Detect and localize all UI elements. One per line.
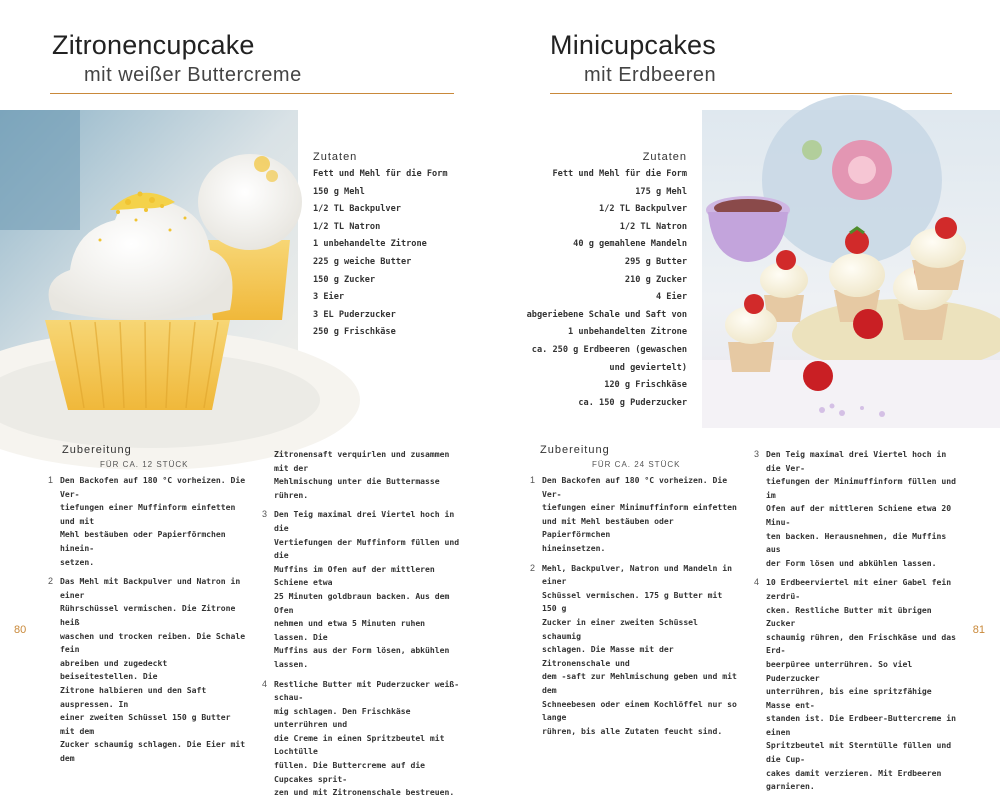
ingredients-list (313, 166, 448, 342)
ingredient-item: 210 g Zucker (624, 274, 687, 285)
step-line: Muffins aus der Form lösen, abkühlen lassen. (274, 645, 450, 669)
serving-count: FÜR CA. 12 STÜCK (100, 460, 189, 469)
step-line: und mit Mehl bestäuben oder Papierförmchen (542, 515, 674, 540)
step-line: zen und mit Zitronenschale bestreuen. (274, 787, 455, 798)
step-line: Das Mehl mit Backpulver und Natron in einer (60, 576, 241, 600)
step-number: 2 (48, 576, 54, 587)
step-number: 2 (530, 562, 536, 573)
page-number: 80 (14, 624, 27, 636)
ingredient-item: und geviertelt) (609, 362, 687, 373)
step-line: tiefungen der Minimuffinform füllen und im (766, 476, 957, 500)
ingredient-item: 3 Eier (313, 292, 345, 303)
instruction-step (754, 448, 960, 570)
recipe-subtitle: mit weißer Buttercreme (84, 64, 302, 86)
step-line: Zucker in einer zweiten Schüssel schaumig (542, 616, 698, 641)
step-line: nehmen und etwa 5 Minuten ruhen lassen. Die (274, 618, 426, 642)
instructions-column-1 (530, 474, 740, 744)
instruction-step (48, 474, 248, 569)
step-line: beerpüree unterrühren. So viel Puderzucker (766, 658, 913, 683)
step-line: dem -saft zur Mehlmischung geben und mit dem (542, 671, 737, 695)
ingredient-item: 120 g Frischkäse (604, 380, 687, 391)
step-line: Ofen auf der mittleren Schiene etwa 20 Minu- (766, 503, 952, 527)
ingredients-list (527, 166, 687, 412)
recipe-title: Minicupcakes (550, 30, 716, 60)
step-line: Den Backofen auf 180 °C vorheizen. Die Ver- (542, 475, 728, 499)
instruction-step (262, 508, 462, 671)
step-line: Schneebesen oder einem Kochlöffel nur so lange (542, 698, 737, 723)
ingredient-item: abgeriebene Schale und Saft von (526, 309, 687, 320)
ingredient-item: 295 g Butter (624, 256, 687, 267)
page-number: 81 (972, 624, 985, 636)
ingredient-item: 175 g Mehl (635, 186, 687, 197)
ingredient-item: ca. 250 g Erdbeeren (gewaschen (531, 344, 687, 355)
ingredient-item: 225 g weiche Butter (313, 256, 412, 267)
step-line: Den Backofen auf 180 °C vorheizen. Die Ver- (60, 475, 246, 499)
step-line: 25 Minuten goldbraun backen. Aus dem Ofen (274, 590, 450, 615)
recipe-subtitle: mit Erdbeeren (584, 64, 717, 86)
ingredient-item: 4 Eier (655, 292, 687, 303)
ingredient-item: Fett und Mehl für die Form (552, 169, 687, 179)
step-line: mig schlagen. Den Frischkäse unterrühren und (274, 705, 411, 730)
strawberry-minicupcakes-photo (702, 110, 1000, 428)
step-line: schlagen. Die Masse mit der Zitronenschale und (542, 644, 674, 668)
step-line: standen ist. Die Erdbeer-Buttercreme in einen (766, 713, 957, 737)
step-line: Mehl, Backpulver, Natron und Mandeln in einer (542, 562, 733, 587)
ingredient-item: 1/2 TL Natron (313, 221, 381, 232)
step-line: Mehl bestäuben oder Papierförmchen hinein- (60, 529, 226, 553)
step-line: Spritzbeutel mit Sterntülle füllen und die Cup- (766, 740, 952, 765)
instruction-step (530, 562, 740, 739)
instructions-column-2 (262, 448, 462, 806)
step-line: Muffins im Ofen auf der mittleren Schiene etwa (274, 563, 435, 588)
ingredient-item: 1 unbehandelten Zitrone (568, 327, 687, 338)
instruction-step (530, 474, 740, 556)
step-line: Den Teig maximal drei Viertel hoch in die Ver- (766, 449, 947, 473)
ingredient-item: 40 g gemahlene Mandeln (573, 239, 687, 250)
preparation-heading: Zubereitung (540, 444, 610, 456)
step-line: cakes damit verzieren. Mit Erdbeeren garnieren. (766, 767, 942, 792)
ingredient-item: 150 g Mehl (313, 186, 365, 197)
step-line: Rührschüssel vermischen. Die Zitrone heiß (60, 603, 236, 627)
step-line: schaumig rühren, den Frischkäse und das Erd- (766, 631, 957, 656)
step-line: Vertiefungen der Muffinform füllen und die (274, 536, 460, 561)
step-line: cken. Restliche Butter mit übrigen Zucker (766, 604, 932, 629)
right-page (500, 0, 1000, 792)
instruction-step (48, 575, 248, 765)
ingredient-item: 1/2 TL Natron (619, 221, 687, 232)
instructions-column-1 (48, 474, 248, 771)
ingredient-item: 3 EL Puderzucker (313, 309, 396, 320)
step-line: Schüssel vermischen. 175 g Butter mit 150 g (542, 589, 723, 614)
step-number: 3 (262, 509, 268, 520)
instruction-continuation (262, 448, 462, 502)
title-divider (50, 93, 454, 94)
lemon-cupcake-photo (0, 110, 298, 428)
step-number: 4 (754, 577, 760, 588)
instructions-column-2 (754, 448, 960, 800)
ingredient-item: 1/2 TL Backpulver (313, 204, 401, 215)
step-line: der Form lösen und abkühlen lassen. (766, 557, 937, 568)
step-line: abreiben und zugedeckt beiseitestellen. Die (60, 657, 168, 682)
step-number: 4 (262, 678, 268, 689)
step-line: Restliche Butter mit Puderzucker weiß-schau- (274, 678, 460, 703)
ingredient-item: 250 g Frischkäse (313, 327, 396, 338)
step-line: unterrühren, bis eine spritzfähige Masse ent- (766, 686, 932, 710)
step-line: einer zweiten Schüssel 150 g Butter mit dem (60, 712, 231, 736)
ingredients-heading: Zutaten (313, 151, 358, 163)
ingredient-item: 1 unbehandelte Zitrone (313, 239, 427, 250)
instruction-step (754, 576, 960, 794)
title-divider (550, 93, 952, 94)
ingredient-item: 1/2 TL Backpulver (599, 204, 687, 215)
step-number: 3 (754, 449, 760, 459)
step-line: Den Teig maximal drei Viertel hoch in die (274, 509, 455, 533)
ingredient-item: ca. 150 g Puderzucker (578, 397, 687, 408)
step-line: tiefungen einer Muffinform einfetten und mit (60, 502, 236, 526)
instruction-step (262, 678, 462, 800)
step-line: Zitrone halbieren und den Saft auspressen. In (60, 684, 207, 709)
step-line: Zucker schaumig schlagen. Die Eier mit dem (60, 739, 246, 763)
preparation-heading: Zubereitung (62, 444, 132, 456)
left-page (0, 0, 500, 798)
step-line: setzen. (60, 556, 95, 567)
step-line: tiefungen einer Minimuffinform einfetten (542, 502, 737, 513)
step-line: hineinsetzen. (542, 542, 606, 553)
recipe-title: Zitronencupcake (52, 30, 255, 60)
serving-count: FÜR CA. 24 STÜCK (592, 460, 681, 469)
ingredients-heading: Zutaten (642, 151, 687, 163)
step-line: füllen. Die Buttercreme auf die Cupcakes sprit- (274, 760, 426, 784)
step-number: 1 (530, 475, 536, 485)
step-line: 10 Erdbeerviertel mit einer Gabel fein zerdrü- (766, 577, 952, 601)
step-line: Mehlmischung unter die Buttermasse rühren. (274, 476, 440, 500)
ingredient-item: 150 g Zucker (313, 274, 376, 285)
step-number: 1 (48, 475, 54, 485)
step-line: ten backen. Herausnehmen, die Muffins aus (766, 530, 947, 555)
step-line: Zitronensaft verquirlen und zusammen mit der (274, 449, 450, 473)
ingredient-item: Fett und Mehl für die Form (313, 169, 448, 179)
step-line: die Creme in einen Spritzbeutel mit Lochtülle (274, 732, 445, 757)
step-line: waschen und trocken reiben. Die Schale fein (60, 630, 246, 655)
step-line: rühren, bis alle Zutaten feucht sind. (542, 725, 723, 736)
